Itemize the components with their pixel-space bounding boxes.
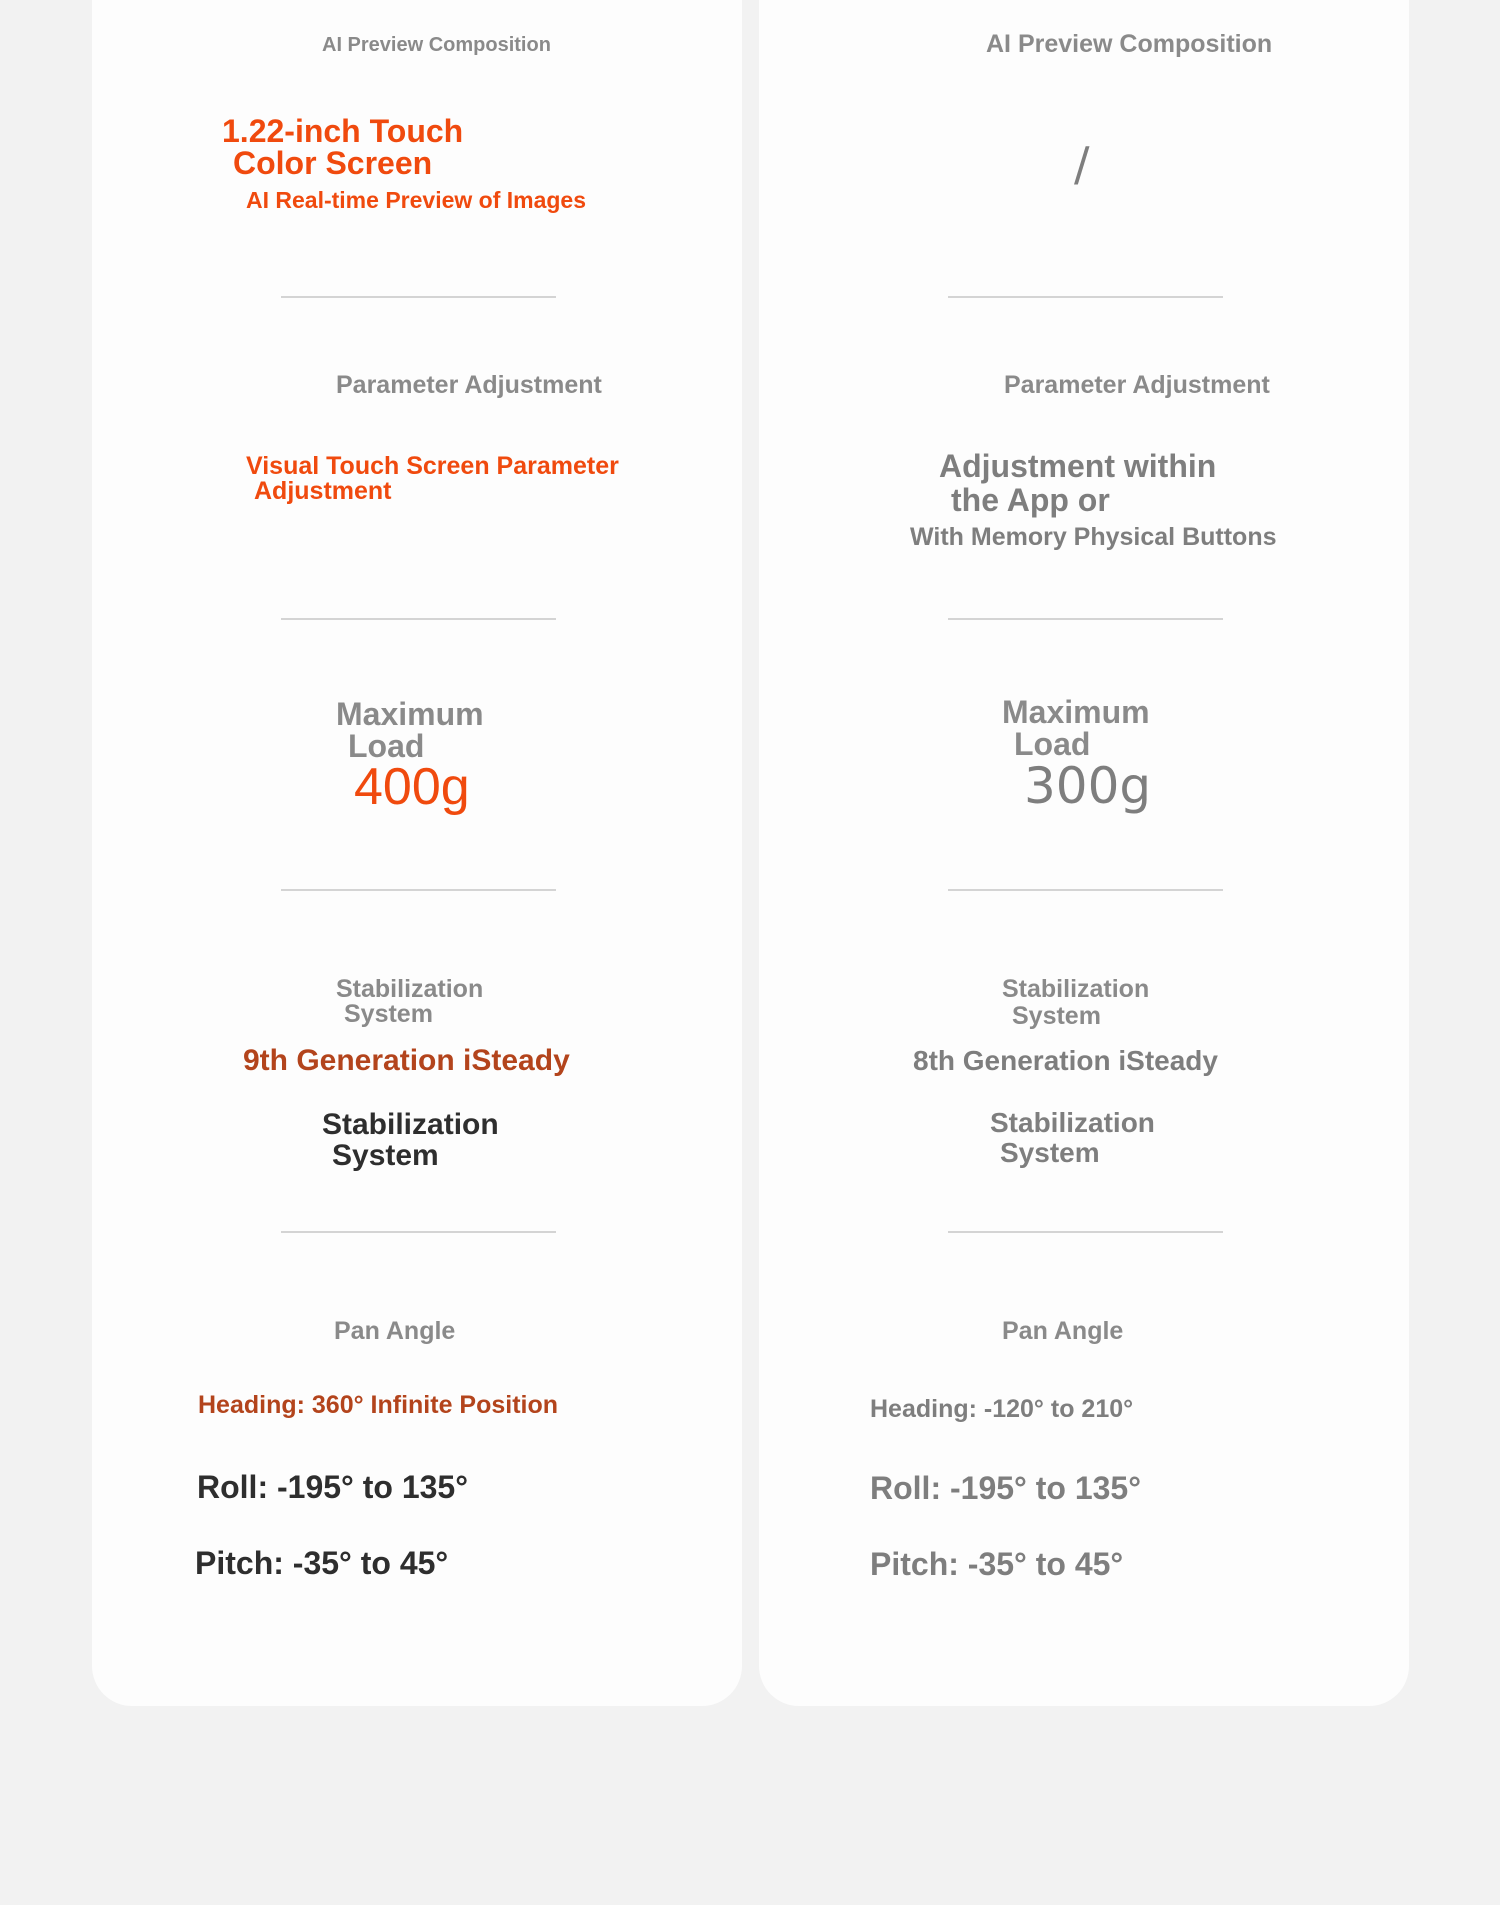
comparison-card-right — [759, 0, 1409, 1706]
right-stabilization-value-line3: System — [1000, 1137, 1100, 1168]
right-ai-preview-value: / — [1074, 137, 1090, 191]
right-stabilization-value-line2: Stabilization — [990, 1107, 1155, 1138]
left-pan-heading: Pan Angle — [334, 1317, 456, 1345]
left-divider-3 — [281, 889, 556, 891]
right-pan-pitch: Pitch: -35° to 45° — [870, 1546, 1124, 1582]
comparison-card-left — [92, 0, 742, 1706]
left-stabilization-value-line3: System — [332, 1139, 439, 1172]
right-stabilization-value-line1: 8th Generation iSteady — [913, 1045, 1218, 1076]
right-stabilization-heading-line2: System — [1012, 1002, 1101, 1030]
left-load-heading-line1: Maximum — [336, 696, 484, 732]
right-pan-roll: Roll: -195° to 135° — [870, 1470, 1141, 1506]
left-parameter-value-line2: Adjustment — [254, 477, 392, 505]
right-parameter-value-line1: Adjustment within — [939, 448, 1217, 484]
left-load-heading-line2: Load — [348, 728, 425, 764]
left-divider-4 — [281, 1231, 556, 1233]
left-pan-roll: Roll: -195° to 135° — [197, 1469, 468, 1505]
right-parameter-heading: Parameter Adjustment — [1004, 371, 1270, 399]
left-pan-pitch: Pitch: -35° to 45° — [195, 1545, 449, 1581]
left-stabilization-heading-line2: System — [344, 1000, 433, 1028]
right-pan-heading-value: Heading: -120° to 210° — [870, 1395, 1134, 1423]
left-ai-preview-value-line1: 1.22-inch Touch — [222, 113, 464, 149]
left-divider-1 — [281, 296, 556, 298]
right-divider-1 — [948, 296, 1223, 298]
left-stabilization-value-line2: Stabilization — [322, 1108, 499, 1141]
right-load-value: 300g — [1024, 757, 1152, 815]
right-divider-2 — [948, 618, 1223, 620]
left-ai-preview-value-line3: AI Real-time Preview of Images — [246, 187, 587, 213]
left-parameter-value-line1: Visual Touch Screen Parameter — [246, 452, 619, 480]
left-ai-preview-value-line2: Color Screen — [233, 145, 433, 181]
left-divider-2 — [281, 618, 556, 620]
left-load-value: 400g — [354, 758, 470, 816]
right-pan-heading: Pan Angle — [1002, 1317, 1124, 1345]
right-divider-4 — [948, 1231, 1223, 1233]
right-stabilization-heading-line1: Stabilization — [1002, 975, 1150, 1003]
right-parameter-value-line3: With Memory Physical Buttons — [910, 523, 1277, 551]
right-load-heading-line2: Load — [1014, 726, 1091, 762]
left-stabilization-heading-line1: Stabilization — [336, 975, 484, 1003]
left-pan-heading-value: Heading: 360° Infinite Position — [198, 1391, 559, 1419]
left-stabilization-value-line1: 9th Generation iSteady — [243, 1044, 570, 1077]
right-divider-3 — [948, 889, 1223, 891]
right-load-heading-line1: Maximum — [1002, 694, 1150, 730]
right-ai-preview-heading: AI Preview Composition — [986, 30, 1273, 58]
right-parameter-value-line2: the App or — [951, 482, 1110, 518]
left-ai-preview-heading: AI Preview Composition — [322, 34, 551, 56]
left-parameter-heading: Parameter Adjustment — [336, 371, 602, 399]
